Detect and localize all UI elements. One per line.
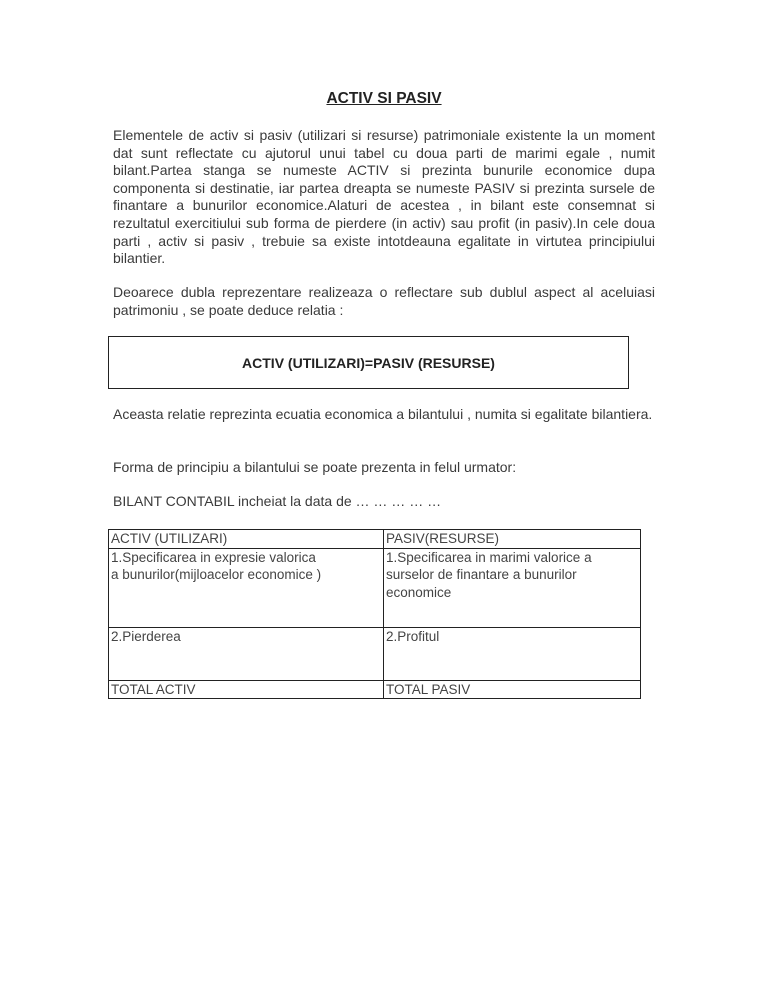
total-pasiv: TOTAL PASIV	[384, 680, 641, 699]
bilant-table	[108, 529, 641, 699]
paragraph-form: Forma de principiu a bilantului se poate prezenta in felul urmator:	[113, 459, 517, 475]
paragraph-relation-intro: Deoarece dubla reprezentare realizeaza o reflectare sub dublul aspect al aceluiasi patrimoniu , se poate deduce relatia :	[113, 284, 655, 318]
pasiv-item-1	[384, 548, 641, 627]
table-row	[109, 548, 641, 627]
formula-text: ACTIV (UTILIZARI)=PASIV (RESURSE)	[242, 354, 495, 371]
total-activ: TOTAL ACTIV	[109, 680, 384, 699]
table-total-row	[109, 680, 641, 699]
header-pasiv: PASIV(RESURSE)	[384, 530, 641, 549]
pasiv-item-2: 2.Profitul	[384, 627, 641, 680]
page-title: ACTIV SI PASIV	[326, 90, 442, 107]
header-activ: ACTIV (UTILIZARI)	[109, 530, 384, 549]
table-row	[109, 627, 641, 680]
pasiv-item-1-line-3: economice	[386, 584, 452, 600]
paragraph-definition: Elementele de activ si pasiv (utilizari si resurse) patrimoniale existente la un moment dat sunt reflectate cu ajutorul unui tabel cu doua parti de marimi egale , numit bilant.Partea stanga se numeste ACTIV si prezinta bunurile economice dupa componenta si destinatie, iar partea dreapta se numeste PASIV si prezinta sursele de finantare a bunurilor economice.Alaturi de acestea , in bilant este consemnat si rezultatul exercitiului sub forma de pierdere (in activ) sau profit (in pasiv).In cele doua parti , activ si pasiv , trebuie sa existe intotdeauna egalitate in virtutea principiului bilantier.	[113, 127, 655, 267]
paragraph-equation: Aceasta relatie reprezinta ecuatia economica a bilantului , numita si egalitate bilantiera.	[113, 406, 653, 422]
activ-item-1	[109, 548, 384, 627]
activ-item-1-line-2: a bunurilor(mijloacelor economice )	[111, 567, 322, 582]
pasiv-item-1-line-2: surselor de finantare a bunurilor	[386, 567, 577, 582]
table-header-row	[109, 530, 641, 549]
formula-box	[108, 336, 629, 389]
activ-item-2: 2.Pierderea	[109, 627, 384, 680]
paragraph-bilant-date: BILANT CONTABIL incheiat la data de … … … … …	[113, 493, 442, 509]
activ-item-1-line-1: 1.Specificarea in expresie valorica	[111, 549, 316, 565]
pasiv-item-1-line-1: 1.Specificarea in marimi valorice a	[386, 549, 592, 565]
